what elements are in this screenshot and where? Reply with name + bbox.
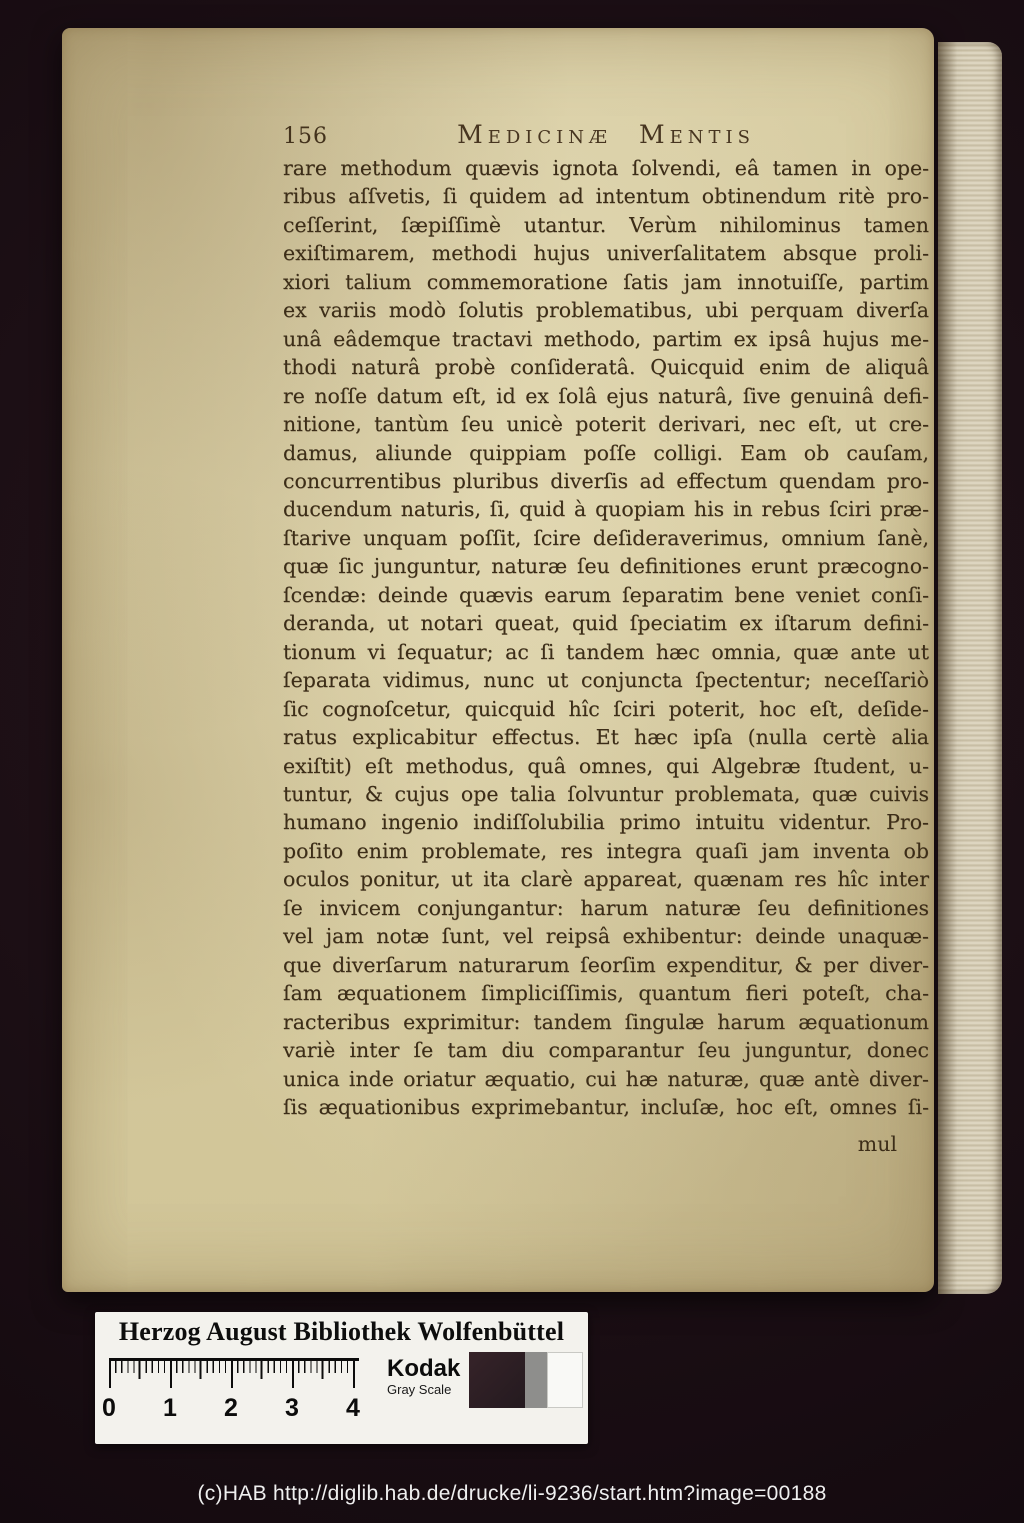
text-line: concurrentibus pluribus diverſis ad effectum quendam pro-: [283, 468, 929, 493]
ruler-number: 1: [163, 1394, 177, 1422]
text-line: damus, aliunde quippiam poſſe colligi. Eam ob cauſam,: [283, 440, 929, 465]
running-title: Medicinæ Mentis: [457, 120, 755, 149]
text-line: exiſtit) eſt methodus, quâ omnes, qui Algebræ ſtudent, u-: [283, 753, 929, 778]
text-line: ſis æquationibus exprimebantur, incluſæ, hoc eſt, omnes ſi-: [283, 1094, 929, 1119]
page-header: [283, 120, 929, 152]
text-line: que diverſarum naturarum ſeorſim expenditur, & per diver-: [283, 952, 929, 977]
text-line: rare methodum quævis ignota ſolvendi, eâ tamen in ope-: [283, 156, 929, 180]
catchword-text: mul: [857, 1132, 897, 1156]
grayscale-patches: [469, 1352, 583, 1408]
text-line: racteribus exprimitur: tandem ſingulæ harum æquationum: [283, 1009, 929, 1034]
book-fore-edge: [938, 42, 1002, 1294]
ruler-numbers: [102, 1394, 360, 1428]
grayscale-patch-dark: [469, 1352, 525, 1408]
text-line: vel jam notæ ſunt, vel reipsâ exhibentur: deinde unaquæ-: [283, 924, 929, 949]
text-line: ribus aſſvetis, ſi quidem ad intentum obtinendum ritè pro-: [283, 184, 929, 209]
kodak-label: Kodak: [387, 1355, 461, 1382]
ruler-number: 0: [102, 1394, 116, 1422]
text-line: deranda, ut notari queat, quid ſpeciatim ex iſtarum defini-: [283, 611, 929, 636]
kodak-block: [387, 1356, 467, 1398]
ruler-number: 4: [346, 1394, 360, 1422]
text-line: nitione, tantùm ſeu unicè poterit derivari, nec eſt, ut cre-: [283, 412, 929, 437]
ruler-card: [95, 1312, 588, 1444]
source-caption: (c)HAB http://diglib.hab.de/drucke/li-9236/start.htm?image=00188: [197, 1482, 827, 1505]
grayscale-patch-gray: [525, 1352, 547, 1408]
ruler: [102, 1358, 361, 1440]
text-line: quæ ſic junguntur, naturæ ſeu definitiones erunt præcogno-: [283, 554, 929, 579]
grayscale-label: Gray Scale: [387, 1382, 452, 1397]
text-line: ſtarive unquam poſſit, ſcire deſideraverimus, omnium ſanè,: [283, 525, 929, 550]
text-line: ratus explicabitur effectus. Et hæc ipſa (nulla certè alia: [283, 725, 929, 750]
page-number: 156: [283, 124, 328, 149]
grayscale-patch-white: [547, 1352, 583, 1408]
text-line: ex variis modò ſolutis problematibus, ubi perquam diverſa: [283, 298, 929, 323]
text-line: poſito enim problemate, res integra quaſi jam inventa ob: [283, 838, 929, 863]
text-line: thodi naturâ probè conſideratâ. Quicquid enim de aliquâ: [283, 355, 929, 380]
ruler-number: 3: [285, 1394, 299, 1422]
text-line: xiori talium commemoratione ſatis jam innotuiſſe, partim: [283, 269, 929, 294]
text-line: ceſſerint, ſæpiſſimè utantur. Verùm nihilominus tamen: [283, 212, 929, 237]
text-line: ducendum naturis, ſi, quid à quopiam his in rebus ſciri præ-: [283, 497, 929, 522]
text-line: ſcendæ: deinde quævis earum ſeparatim bene veniet conſi-: [283, 582, 929, 607]
text-line: re noſſe datum eſt, id ex ſolâ ejus naturâ, ſive genuinâ defi-: [283, 383, 929, 408]
body-text-block: [283, 154, 929, 1121]
text-line: ſe invicem conjungantur: harum naturæ ſeu definitiones: [283, 895, 929, 920]
text-line: tionum vi ſequatur; ac ſi tandem hæc omnia, quæ ante ut: [283, 639, 929, 664]
paper-page: [62, 28, 934, 1292]
catchword: [283, 1132, 929, 1156]
text-line: ſeparata vidimus, nunc ut conjuncta ſpectentur; neceſſariò: [283, 668, 929, 693]
text-line: exiſtimarem, methodi hujus univerſalitatem absque proli-: [283, 241, 929, 266]
text-line: tuntur, & cujus ope talia ſolvuntur problemata, quæ cuivis: [283, 781, 929, 806]
ruler-ticks: [109, 1358, 359, 1391]
text-line: humano ingenio indiſſolubilia primo intuitu videntur. Pro-: [283, 810, 929, 835]
text-line: ſic cognoſcetur, quicquid hîc ſciri poterit, hoc eſt, deſide-: [283, 696, 929, 721]
text-line: oculos ponitur, ut ita clarè appareat, quænam res hîc inter: [283, 867, 929, 892]
text-line: unâ eâdemque tractavi methodo, partim ex ipsâ hujus me-: [283, 326, 929, 351]
text-line: unica inde oriatur æquatio, cui hæ naturæ, quæ antè diver-: [283, 1066, 929, 1091]
ruler-number: 2: [224, 1394, 238, 1422]
text-line: ſam æquationem ſimpliciſſimis, quantum fieri poteſt, cha-: [283, 981, 929, 1006]
library-name: Herzog August Bibliothek Wolfenbüttel: [118, 1317, 565, 1346]
text-line: variè inter ſe tam diu comparantur ſeu junguntur, donec: [283, 1038, 929, 1063]
